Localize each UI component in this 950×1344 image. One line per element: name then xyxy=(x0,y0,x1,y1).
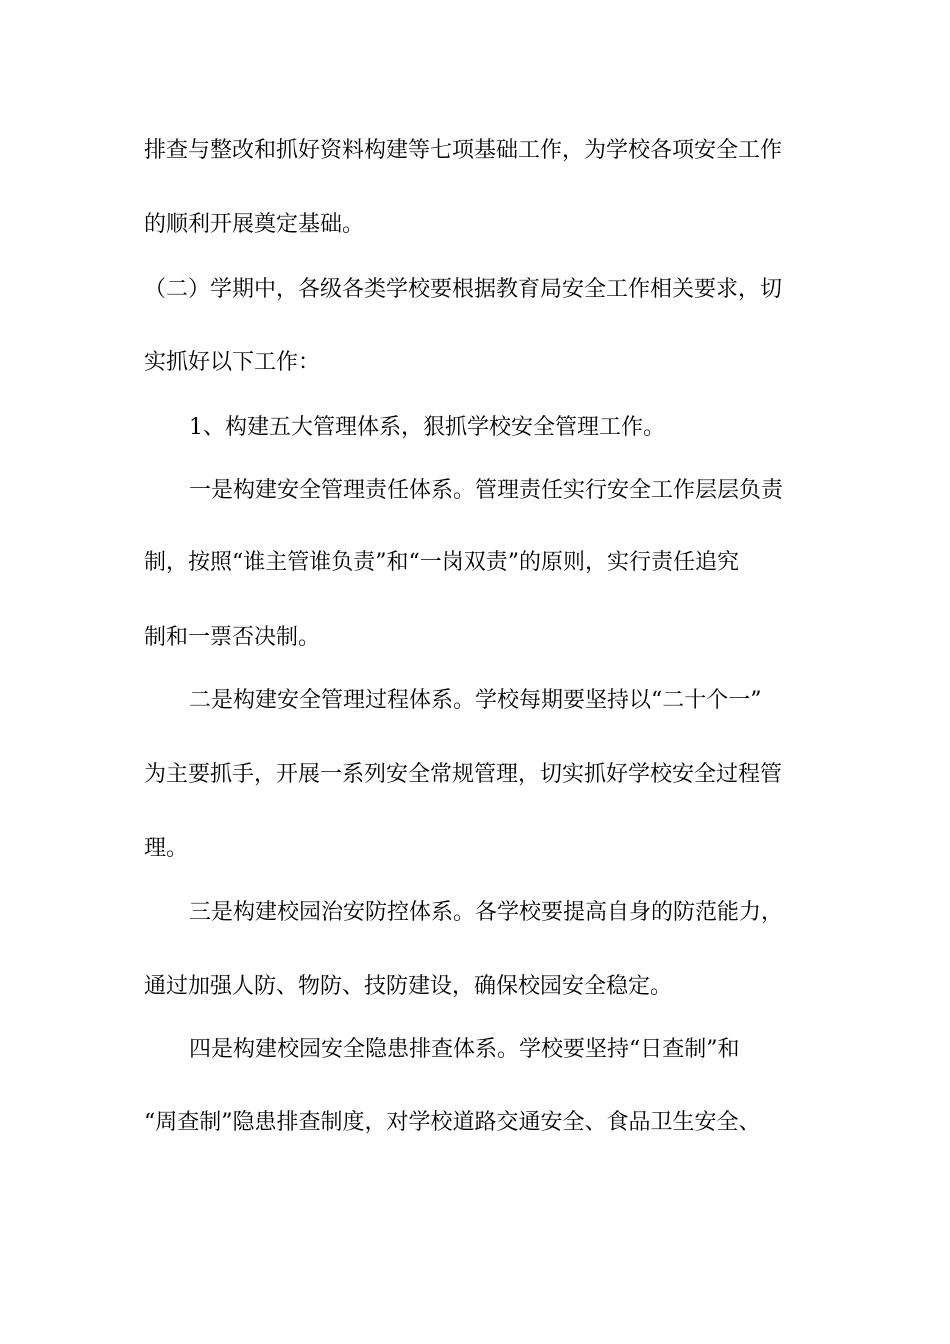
text-line-10: 为主要抓手，开展一系列安全常规管理，切实抓好学校安全过程管 xyxy=(144,762,783,787)
text-line-15: “周查制”隐患排查制度，对学校道路交通安全、食品卫生安全、 xyxy=(144,1110,761,1135)
text-line-9: 二是构建安全管理过程体系。学校每期要坚持以“二十个一” xyxy=(189,688,762,713)
text-line-8: 制和一票否决制。 xyxy=(144,625,321,650)
text-line-11: 理。 xyxy=(144,836,189,861)
text-line-14: 四是构建校园安全隐患排查体系。学校要坚持“日查制”和 xyxy=(189,1037,740,1062)
text-line-13: 通过加强人防、物防、技防建设，确保校园安全稳定。 xyxy=(144,974,673,999)
text-line-2: 的顺利开展奠定基础。 xyxy=(144,212,365,237)
text-line-12: 三是构建校园治安防控体系。各学校要提高自身的防范能力， xyxy=(189,900,784,925)
text-line-4: 实抓好以下工作： xyxy=(144,350,321,375)
text-line-1: 排查与整改和抓好资料构建等七项基础工作，为学校各项安全工作 xyxy=(144,138,783,163)
text-line-3: （二）学期中，各级各类学校要根据教育局安全工作相关要求，切 xyxy=(144,277,783,302)
text-line-5: 1、构建五大管理体系，狠抓学校安全管理工作。 xyxy=(189,415,665,440)
text-line-6: 一是构建安全管理责任体系。管理责任实行安全工作层层负责 xyxy=(189,478,784,503)
text-line-7: 制，按照“谁主管谁负责”和“一岗双责”的原则，实行责任追究 xyxy=(144,550,739,575)
